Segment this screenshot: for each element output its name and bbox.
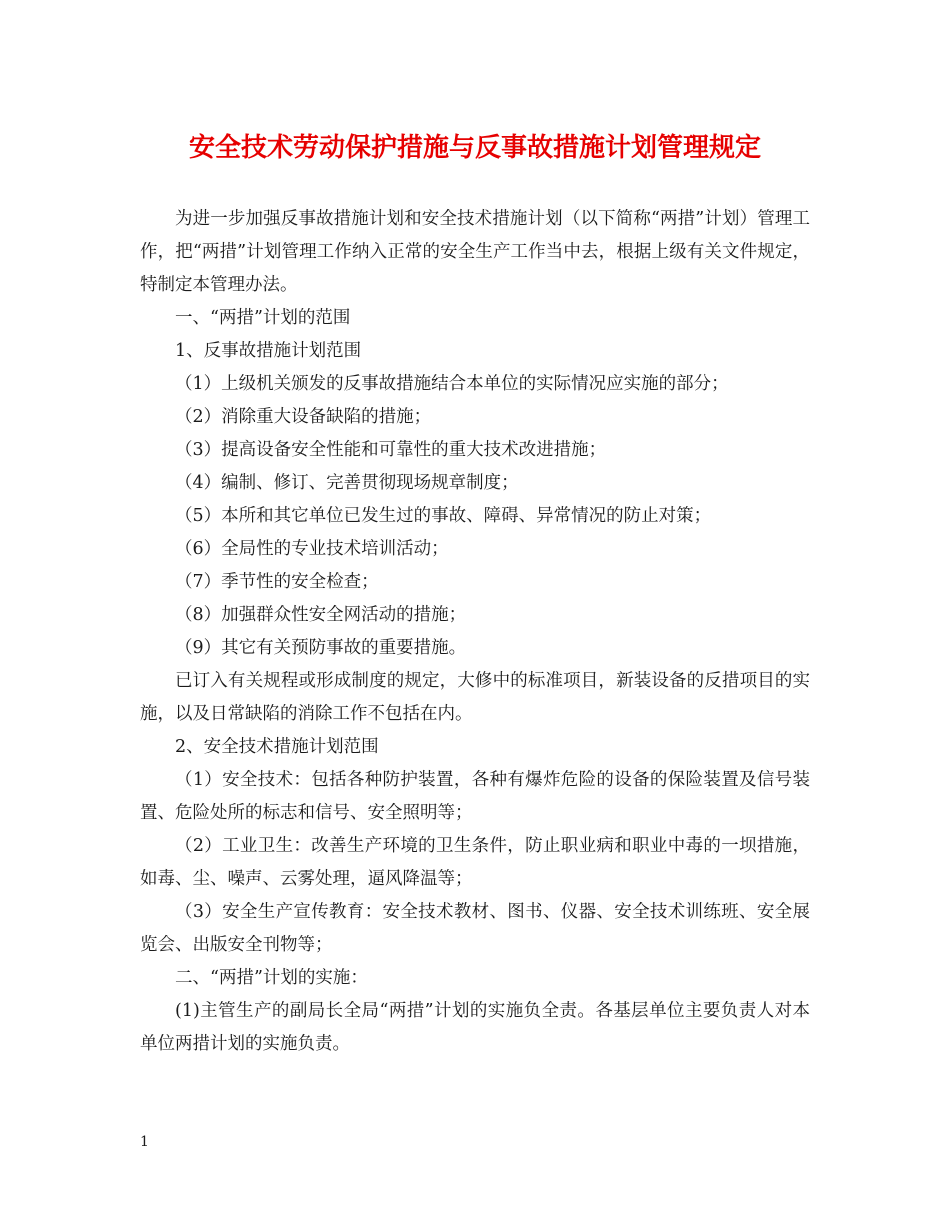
list-item: （7）季节性的安全检查； <box>175 572 379 592</box>
intro-paragraph: 为进一步加强反事故措施计划和安全技术措施计划（以下简称“两措”计划）管理工作，把“两措”计划管理工作纳入正常的安全生产工作当中去，根据上级有关文件规定，特制定本管理办法。 <box>140 209 810 295</box>
list-item: （1）上级机关颁发的反事故措施结合本单位的实际情况应实施的部分； <box>175 374 729 394</box>
list-item: （2）工业卫生：改善生产环境的卫生条件，防止职业病和职业中毒的一坝措施，如毒、尘、噪声、云雾处理，逼风降温等； <box>140 836 810 889</box>
list-item: （3）安全生产宣传教育：安全技术教材、图书、仪器、安全技术训练班、安全展览会、出版安全刊物等； <box>140 902 810 955</box>
exclusion-paragraph: 已订入有关规程或形成制度的规定，大修中的标准项目，新装设备的反措项目的实施，以及日常缺陷的消除工作不包括在内。 <box>140 671 810 724</box>
section-heading-scope: 一、“两措”计划的范围 <box>175 308 351 328</box>
list-item: （8）加强群众性安全网活动的措施； <box>175 605 467 625</box>
list-item: （5）本所和其它单位已发生过的事故、障碍、异常情况的防止对策； <box>175 506 712 526</box>
list-item: （9）其它有关预防事故的重要措施。 <box>175 638 467 658</box>
subsection-heading-safety-tech: 2、安全技术措施计划范围 <box>175 737 379 757</box>
list-item: （6）全局性的专业技术培训活动； <box>175 539 449 559</box>
list-item: （2）消除重大设备缺陷的措施； <box>175 407 432 427</box>
list-item: （4）编制、修订、完善贯彻现场规章制度； <box>175 473 519 493</box>
list-item: （1）安全技术：包括各种防护装置，各种有爆炸危险的设备的保险装置及信号装置、危险处所的标志和信号、安全照明等； <box>140 770 810 823</box>
subsection-heading-anti-accident: 1、反事故措施计划范围 <box>175 341 362 361</box>
document-title: 安全技术劳动保护措施与反事故措施计划管理规定 <box>188 133 761 163</box>
list-item: （3）提高设备安全性能和可靠性的重大技术改进措施； <box>175 440 607 460</box>
section-heading-implementation: 二、“两措”计划的实施： <box>175 968 368 988</box>
list-item: (1)主管生产的副局长全局“两措”计划的实施负全责。各基层单位主要负责人对本单位两措计划的实施负责。 <box>140 1001 810 1054</box>
document-body <box>140 203 810 1061</box>
page-number: 1 <box>140 1134 149 1150</box>
